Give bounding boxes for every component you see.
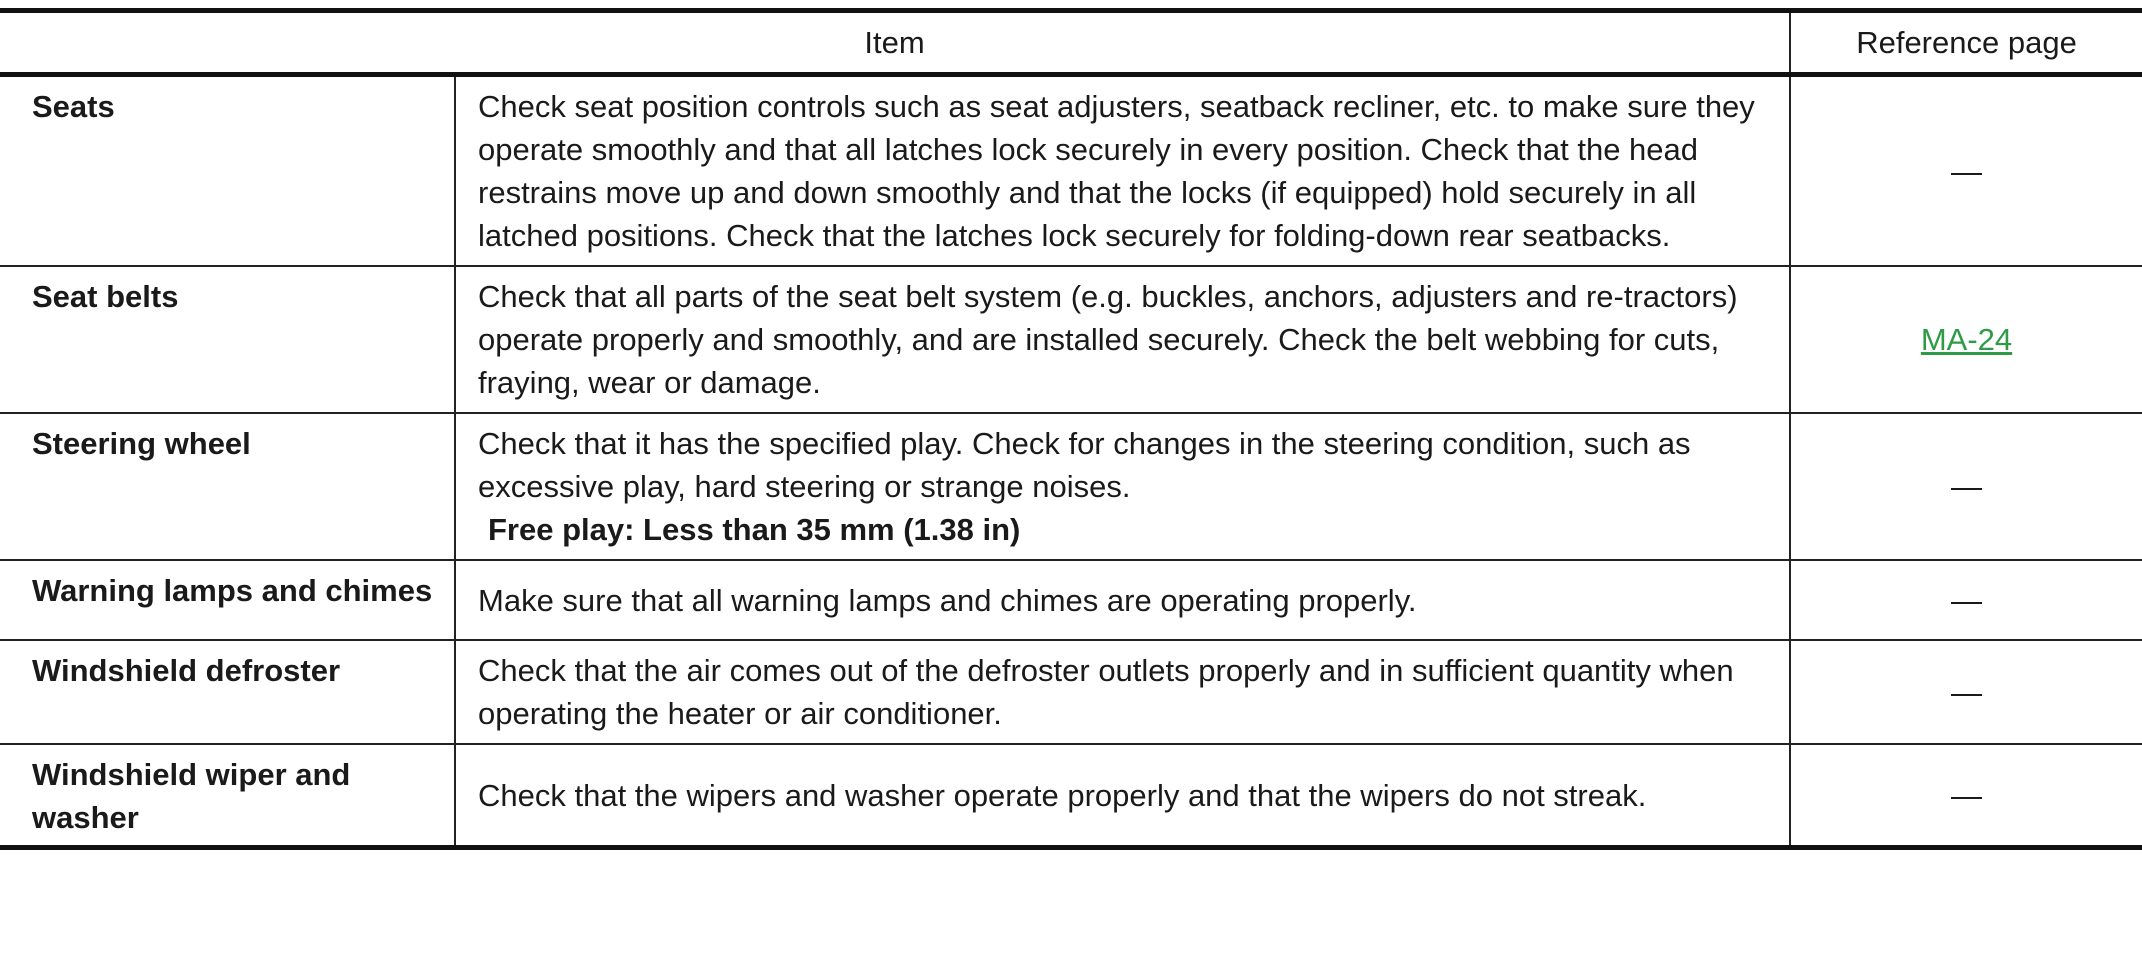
table-row-windshield-wiper: [0, 744, 2142, 848]
item-label-seat-belts: Seat belts: [0, 266, 455, 413]
description-seat-belts: [455, 266, 1790, 413]
description-text: Check that the air comes out of the defroster outlets properly and in sufficient quantity when operating the heater or air conditioner.: [478, 653, 1734, 731]
reference-dash: —: [1951, 674, 1983, 710]
reference-dash: —: [1951, 153, 1983, 189]
reference-dash: —: [1951, 469, 1983, 504]
reference-cell-seats: [1790, 75, 2142, 267]
description-seats: [455, 75, 1790, 267]
reference-link-ma-24[interactable]: MA-24: [1920, 322, 2013, 357]
table-row-warning-lamps: [0, 560, 2142, 640]
reference-dash: —: [1951, 777, 1983, 813]
item-label-warning-lamps: Warning lamps and chimes: [0, 560, 455, 640]
free-play-spec: Free play: Less than 35 mm (1.38 in): [488, 512, 1021, 547]
description-warning-lamps: [455, 560, 1790, 640]
reference-cell-seat-belts: [1790, 266, 2142, 413]
item-label-steering-wheel: Steering wheel: [0, 413, 455, 560]
description-text: Check that the wipers and washer operate properly and that the wipers do not streak.: [478, 777, 1647, 813]
reference-cell-steering-wheel: [1790, 413, 2142, 560]
description-text: Make sure that all warning lamps and chimes are operating properly.: [478, 582, 1417, 618]
reference-cell-warning-lamps: [1790, 560, 2142, 640]
item-label-windshield-defroster: Windshield defroster: [0, 640, 455, 744]
table-row-seat-belts: [0, 266, 2142, 413]
table-row-windshield-defroster: [0, 640, 2142, 744]
reference-dash: —: [1951, 582, 1983, 618]
description-windshield-wiper: [455, 744, 1790, 848]
reference-cell-windshield-wiper: [1790, 744, 2142, 848]
description-steering-wheel: [455, 413, 1790, 560]
description-text: Check seat position controls such as seat adjusters, seatback recliner, etc. to make sure they operate smoothly and that all latches lock securely in every position. Check that the head restrains move up and down smoothly and that the locks (if equipped) hold securely in all latched positions. Check that the latches lock securely for folding-down rear seatbacks.: [478, 89, 1755, 253]
header-reference-page: Reference page: [1790, 11, 2142, 75]
description-text: Check that it has the specified play. Check for changes in the steering condition, such as excessive play, hard steering or strange noises.: [478, 426, 1691, 504]
description-windshield-defroster: [455, 640, 1790, 744]
item-label-seats: Seats: [0, 75, 455, 267]
description-text: Check that all parts of the seat belt system (e.g. buckles, anchors, adjusters and re-tractors) operate properly and smoothly, and are installed securely. Check the belt webbing for cuts, fraying, wear or damage.: [478, 279, 1738, 400]
inspection-table: [0, 8, 2142, 850]
table-row-seats: [0, 75, 2142, 267]
item-label-windshield-wiper: Windshield wiper and washer: [0, 744, 455, 848]
header-item: Item: [0, 11, 1790, 75]
table-header-row: [0, 11, 2142, 75]
inspection-table-container: [0, 8, 2142, 850]
table-row-steering-wheel: [0, 413, 2142, 560]
reference-cell-windshield-defroster: [1790, 640, 2142, 744]
